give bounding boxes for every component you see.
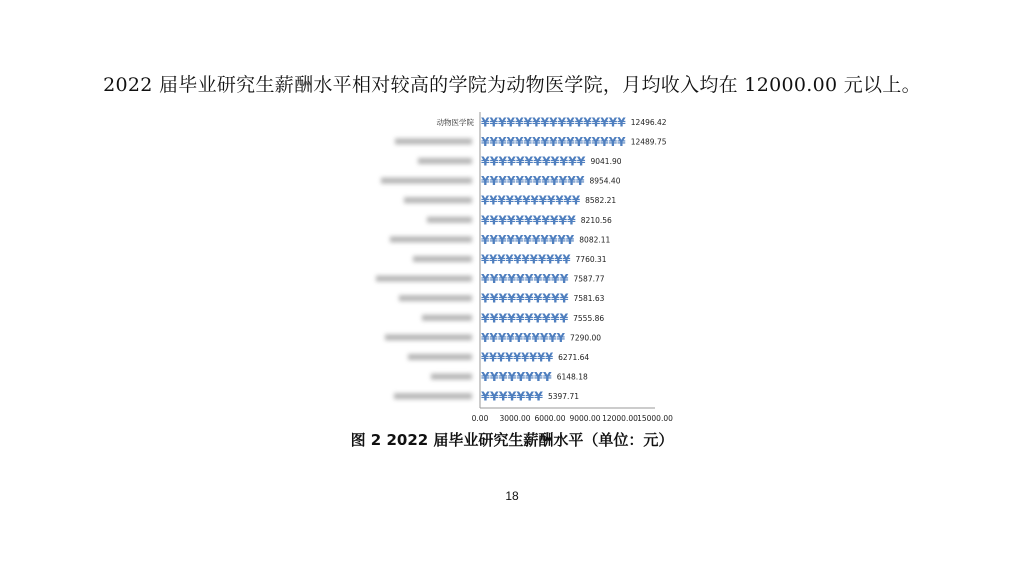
bar-row	[431, 370, 588, 384]
bar: ¥¥¥¥¥¥¥	[481, 389, 544, 404]
category-label-redacted	[394, 393, 472, 399]
bar: ¥¥¥¥¥¥¥¥¥¥¥¥	[481, 174, 586, 189]
category-label-redacted	[422, 315, 472, 321]
category-label: 动物医学院	[436, 117, 474, 127]
bar-row	[408, 351, 589, 365]
x-tick-label: 6000.00	[534, 414, 566, 423]
bar-row	[390, 233, 611, 247]
x-tick-label: 15000.00	[637, 414, 673, 423]
data-label: 7290.00	[570, 333, 602, 343]
category-label-redacted	[431, 374, 472, 380]
data-label: 7587.77	[573, 274, 605, 284]
bar: ¥¥¥¥¥¥¥¥¥	[481, 350, 554, 365]
bar: ¥¥¥¥¥¥¥¥¥¥¥¥¥¥¥¥¥	[481, 115, 627, 130]
bar-row	[413, 253, 607, 267]
data-label: 7760.31	[575, 255, 607, 264]
category-label-redacted	[390, 236, 472, 242]
category-label-redacted	[413, 256, 472, 262]
data-label: 7581.63	[573, 294, 605, 304]
data-label: 9041.90	[590, 157, 622, 166]
bar: ¥¥¥¥¥¥¥¥¥¥¥¥	[481, 154, 587, 169]
bar-row	[399, 292, 605, 306]
data-label: 12489.75	[630, 137, 667, 147]
data-label: 12496.42	[630, 117, 667, 127]
category-label-redacted	[404, 197, 472, 203]
bar-row	[418, 155, 622, 169]
page-number: 18	[505, 489, 519, 503]
category-label-redacted	[408, 354, 472, 360]
data-label: 7555.86	[573, 313, 605, 323]
data-label: 6271.64	[558, 353, 590, 362]
bar: ¥¥¥¥¥¥¥¥¥¥¥¥	[481, 193, 581, 208]
page-headline: 2022 届毕业研究生薪酬水平相对较高的学院为动物医学院，月均收入均在 12000.00 元以上。	[103, 74, 921, 96]
x-tick-label: 9000.00	[569, 414, 601, 423]
bar: ¥¥¥¥¥¥¥¥¥¥¥	[481, 213, 577, 228]
category-label-redacted	[427, 217, 472, 223]
bar-row	[437, 115, 667, 129]
category-label-redacted	[381, 178, 472, 184]
x-tick-label: 12000.00	[602, 414, 638, 423]
x-tick-label: 3000.00	[499, 414, 531, 423]
bar: ¥¥¥¥¥¥¥¥¥¥	[481, 311, 569, 326]
bar: ¥¥¥¥¥¥¥¥¥¥	[481, 272, 570, 287]
bar: ¥¥¥¥¥¥¥¥	[481, 370, 553, 385]
bar-row	[381, 174, 621, 188]
bar-row	[404, 194, 616, 208]
data-label: 8082.11	[579, 235, 611, 245]
category-label-redacted	[385, 334, 472, 340]
data-label: 6148.18	[556, 372, 588, 382]
bar: ¥¥¥¥¥¥¥¥¥¥¥	[481, 232, 575, 247]
category-label-redacted	[399, 295, 472, 301]
data-label: 5397.71	[547, 392, 579, 402]
bar-row	[394, 390, 579, 404]
bar-row	[427, 213, 612, 227]
bar: ¥¥¥¥¥¥¥¥¥¥¥¥¥¥¥¥¥	[481, 134, 627, 149]
bar-row	[395, 135, 667, 149]
category-label-redacted	[376, 276, 472, 282]
category-label-redacted	[418, 158, 472, 164]
data-label: 8210.56	[580, 215, 612, 225]
chart-svg	[320, 108, 710, 426]
salary-bar-chart	[320, 108, 710, 426]
bar: ¥¥¥¥¥¥¥¥¥¥	[481, 330, 566, 345]
data-label: 8582.21	[585, 196, 617, 206]
bar: ¥¥¥¥¥¥¥¥¥¥	[481, 291, 570, 306]
bar: ¥¥¥¥¥¥¥¥¥¥¥	[481, 252, 572, 267]
bar-row	[422, 311, 604, 325]
bar-row	[376, 272, 605, 286]
x-tick-label: 0.00	[471, 414, 489, 423]
category-label-redacted	[395, 138, 472, 144]
bar-row	[385, 331, 601, 345]
figure-caption: 图 2 2022 届毕业研究生薪酬水平（单位：元）	[350, 431, 674, 449]
data-label: 8954.40	[589, 176, 621, 186]
